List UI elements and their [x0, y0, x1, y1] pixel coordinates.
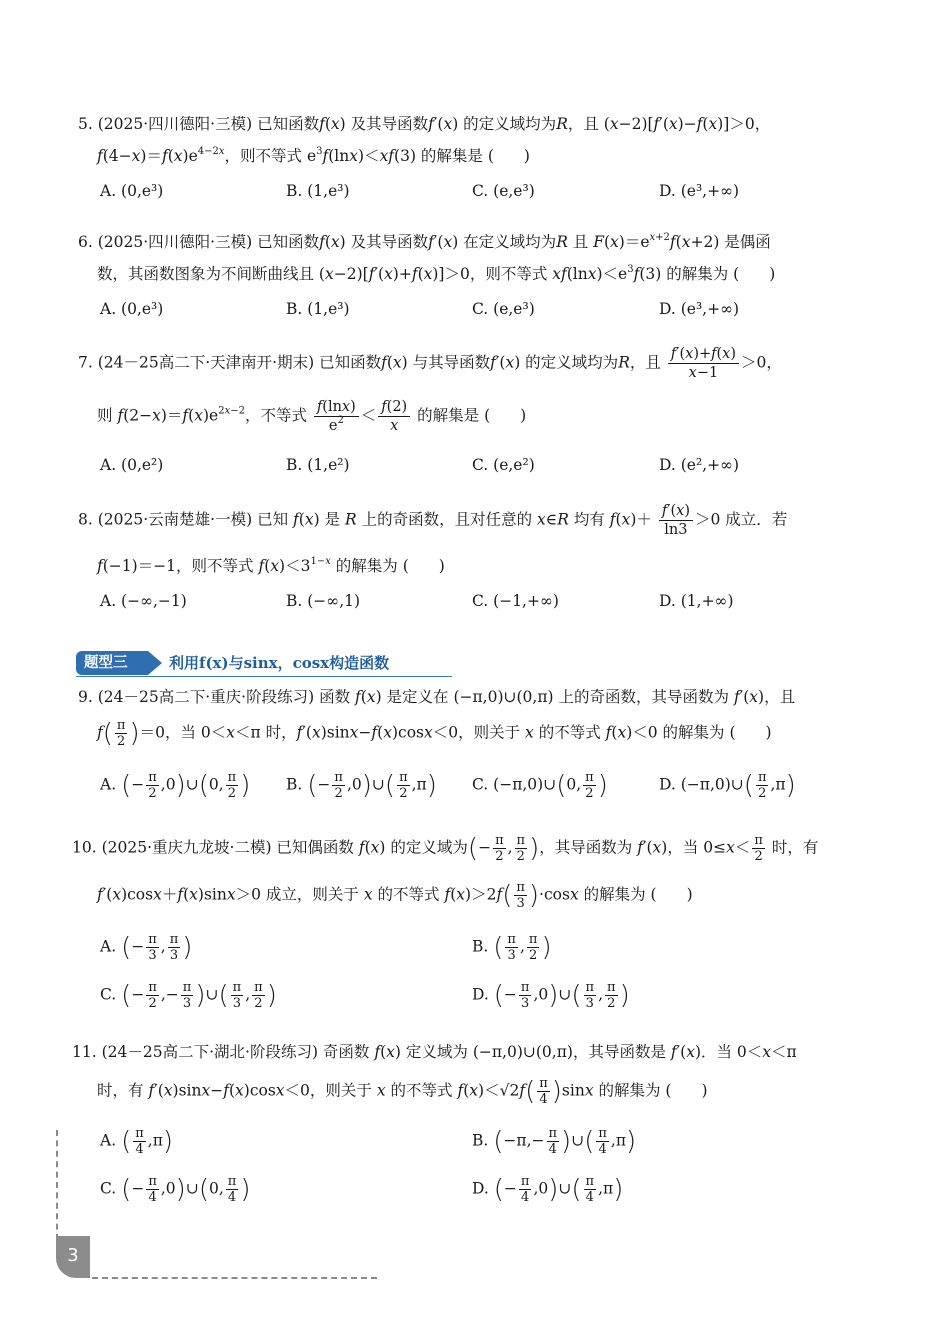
page-number: 3: [56, 1236, 90, 1278]
q9-option-b: B. (− $\frac{\pi}{2}$ ,0)∪( $\frac{\pi}{2}$ ,π): [286, 770, 437, 801]
q7-option-c: C. (e,e²): [472, 456, 535, 474]
question-7-line-2: 则 $f(2-x)=f(x)e^{2x-2}$，不等式 $\frac{f(\ln x)}{e^2}$ ＜ $\frac{f(2)}{x}$ 的解集是 ( ): [97, 399, 527, 434]
q6-option-a: A. (0,e³): [100, 300, 164, 318]
question-9-line-2: f( $\frac{\pi}{2}$ )＝0，当 0＜x＜π 时，f′(x)sinx−f(x)cosx＜0，则关于 x 的不等式 f(x)＜0 的解集为 ( ): [97, 718, 772, 749]
q8-option-a: A. (−∞,−1): [100, 592, 187, 610]
question-10-line-2: f′(x)cosx＋f(x)sinx＞0 成立，则关于 x 的不等式 f(x)＞2f( $\frac{\pi}{3}$ )·cosx 的解集为 ( ): [97, 880, 693, 911]
q8-option-b: B. (−∞,1): [286, 592, 361, 610]
q8-option-c: C. (−1,+∞): [472, 592, 559, 610]
q5-option-b: B. (1,e³): [286, 182, 350, 200]
q10-option-c: C. (− $\frac{\pi}{2}$ ,− $\frac{\pi}{3}$ )∪( $\frac{\pi}{3}$ , $\frac{\pi}{2}$ ): [100, 980, 277, 1011]
section-title: 利用f(x)与sinx，cosx构造函数: [169, 654, 390, 672]
q11-option-c: C. (− $\frac{\pi}{4}$ ,0)∪(0, $\frac{\pi}{4}$ ): [100, 1174, 251, 1205]
q7-option-d: D. (e²,+∞): [659, 456, 740, 474]
q9-option-d: D. (−π,0)∪( $\frac{\pi}{2}$ ,π): [659, 770, 796, 801]
question-8-line-2: f(−1)＝−1，则不等式 $f(x)<3^{1-x}$ 的解集为 ( ): [97, 556, 445, 575]
question-9-line-1: 9. (24－25高二下·重庆·阶段练习) 函数 f(x) 是定义在 (−π,0)∪(0,π) 上的奇函数，其导函数为 f′(x)，且: [78, 688, 796, 706]
question-6-line-2: 数，其函数图象为不间断曲线且 (x−2)[f′(x)+f(x)]＞0，则不等式 $xf(\ln x)<e^3f(3)$ 的解集为 ( ): [97, 264, 776, 283]
q8-option-d: D. (1,+∞): [659, 592, 734, 610]
section-tag: 题型三: [76, 651, 148, 675]
q11-option-b: B. (−π,− $\frac{\pi}{4}$ )∪( $\frac{\pi}{4}$ ,π): [472, 1126, 637, 1157]
question-11-line-1: 11. (24－25高二下·湖北·阶段练习) 奇函数 f(x) 定义域为 (−π,0)∪(0,π)，其导函数是 f′(x)．当 0＜x＜π: [72, 1043, 797, 1061]
question-7-line-1: 7. (24－25高二下·天津南开·期末) 已知函数f(x) 与其导函数f′(x) 的定义域均为R，且 $\frac{f'(x)+f(x)}{x-1}$ ＞0，: [78, 346, 782, 381]
q11-option-d: D. (− $\frac{\pi}{4}$ ,0)∪( $\frac{\pi}{4}$ ,π): [472, 1174, 624, 1205]
question-10-line-1: 10. (2025·重庆九龙坡·二模) 已知偶函数 f(x) 的定义域为(− $\frac{\pi}{2}$ , $\frac{\pi}{2}$ )，其导函数为 f′(x)，当 0≤x＜ $\frac{\pi}{2}$ 时，有: [72, 833, 819, 864]
question-5-line-2: $f(4-x)=f(x)e^{4-2x}$，则不等式 $e^3f(\ln x)<xf(3)$ 的解集是 ( ): [97, 146, 530, 165]
q5-option-a: A. (0,e³): [100, 182, 164, 200]
question-6-line-1: 6. (2025·四川德阳·三模) 已知函数f(x) 及其导函数f′(x) 在定义域均为R 且 $F(x)=e^{x+2}f(x+2)$ 是偶函: [78, 232, 771, 251]
q11-option-a: A. ( $\frac{\pi}{4}$ ,π): [100, 1126, 174, 1157]
q6-option-b: B. (1,e³): [286, 300, 350, 318]
q5-option-c: C. (e,e³): [472, 182, 535, 200]
footer-vertical-dashed-line: [56, 1130, 58, 1240]
q10-option-a: A. (− $\frac{\pi}{3}$ , $\frac{\pi}{3}$ ): [100, 932, 193, 963]
q9-option-a: A. (− $\frac{\pi}{2}$ ,0)∪(0, $\frac{\pi}{2}$ ): [100, 770, 251, 801]
q7-option-a: A. (0,e²): [100, 456, 164, 474]
section-underline: [76, 676, 452, 677]
q5-option-d: D. (e³,+∞): [659, 182, 740, 200]
q10-option-d: D. (− $\frac{\pi}{3}$ ,0)∪( $\frac{\pi}{3}$ , $\frac{\pi}{2}$ ): [472, 980, 630, 1011]
question-11-line-2: 时，有 f′(x)sinx−f(x)cosx＜0，则关于 x 的不等式 f(x)＜√2f( $\frac{\pi}{4}$ )sinx 的解集为 ( ): [97, 1076, 708, 1107]
section-arrow-icon: [148, 651, 162, 675]
q7-option-b: B. (1,e²): [286, 456, 350, 474]
q6-option-d: D. (e³,+∞): [659, 300, 740, 318]
q9-option-c: C. (−π,0)∪(0, $\frac{\pi}{2}$ ): [472, 770, 608, 801]
q10-option-b: B. ( $\frac{\pi}{3}$ , $\frac{\pi}{2}$ ): [472, 932, 552, 963]
footer-horizontal-dashed-line: [92, 1277, 377, 1279]
q6-option-c: C. (e,e³): [472, 300, 535, 318]
question-8-line-1: 8. (2025·云南楚雄·一模) 已知 f(x) 是 R 上的奇函数，且对任意的 x∈R 均有 f(x)＋ $\frac{f'(x)}{\ln 3}$ ＞0 成立．若: [78, 503, 788, 538]
question-5-line-1: 5. (2025·四川德阳·三模) 已知函数f(x) 及其导函数f′(x) 的定义域均为R，且 (x−2)[f′(x)−f(x)]＞0，: [78, 115, 771, 133]
